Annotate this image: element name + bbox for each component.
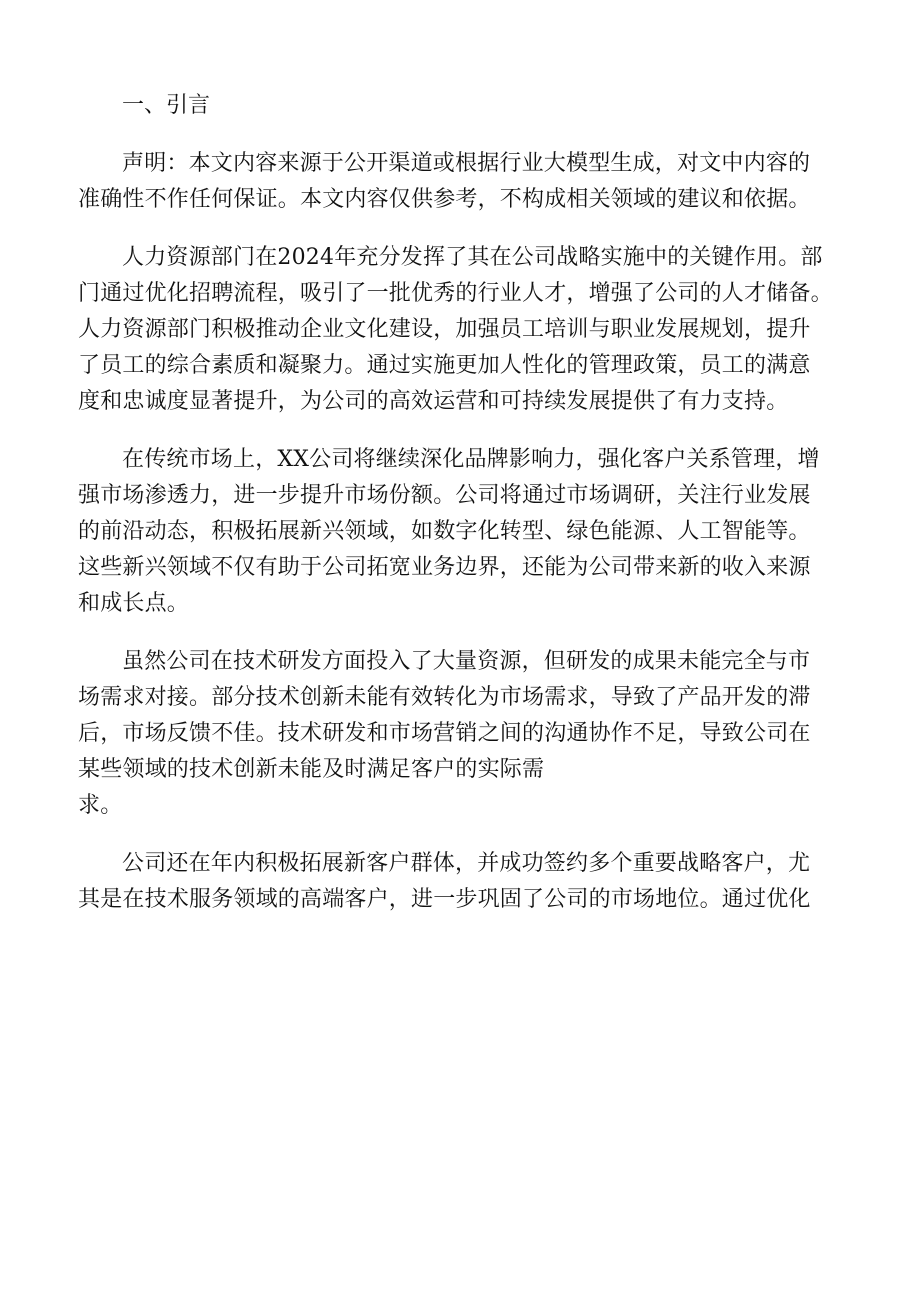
section-heading: 一、引言 <box>122 93 211 118</box>
market-paragraph <box>78 442 850 622</box>
paragraph-line: 在传统市场上，XX公司将继续深化品牌影响力，强化客户关系管理，增 <box>122 447 820 472</box>
paragraph-line: 声明：本文内容来源于公开渠道或根据行业大模型生成，对文中内容的 <box>122 151 811 176</box>
paragraph-line: 人力资源部门在2024年充分发挥了其在公司战略实施中的关键作用。部 <box>122 245 823 270</box>
paragraph-line: 人力资源部门积极推动企业文化建设，加强员工培训与职业发展规划，提升 <box>78 317 811 342</box>
paragraph-line: 门通过优化招聘流程，吸引了一批优秀的行业人才，增强了公司的人才储备。 <box>78 281 833 306</box>
paragraph-line: 公司还在年内积极拓展新客户群体，并成功签约多个重要战略客户，尤 <box>122 851 811 876</box>
paragraph-line: 的前沿动态，积极拓展新兴领域，如数字化转型、绿色能源、人工智能等。 <box>78 519 811 544</box>
paragraph-line: 了员工的综合素质和凝聚力。通过实施更加人性化的管理政策，员工的满意 <box>78 353 811 378</box>
paragraph-line: 求。 <box>78 793 123 818</box>
paragraph-line: 某些领域的技术创新未能及时满足客户的实际需 <box>78 757 545 782</box>
hr-paragraph <box>78 240 850 420</box>
paragraph-line: 这些新兴领域不仅有助于公司拓宽业务边界，还能为公司带来新的收入来源 <box>78 555 811 580</box>
paragraph-line: 和成长点。 <box>78 591 190 616</box>
paragraph-line: 场需求对接。部分技术创新未能有效转化为市场需求，导致了产品开发的滞 <box>78 685 811 710</box>
paragraph-line: 虽然公司在技术研发方面投入了大量资源，但研发的成果未能完全与市 <box>122 649 811 674</box>
clients-paragraph <box>78 846 850 918</box>
paragraph-line: 其是在技术服务领域的高端客户，进一步巩固了公司的市场地位。通过优化 <box>78 887 811 912</box>
paragraph-line: 准确性不作任何保证。本文内容仅供参考，不构成相关领域的建议和依据。 <box>78 187 811 212</box>
paragraph-line: 强市场渗透力，进一步提升市场份额。公司将通过市场调研，关注行业发展 <box>78 483 811 508</box>
disclaimer-paragraph <box>78 146 850 218</box>
rnd-paragraph <box>78 644 850 824</box>
paragraph-line: 度和忠诚度显著提升，为公司的高效运营和可持续发展提供了有力支持。 <box>78 389 789 414</box>
paragraph-line: 后，市场反馈不佳。技术研发和市场营销之间的沟通协作不足，导致公司在 <box>78 721 811 746</box>
